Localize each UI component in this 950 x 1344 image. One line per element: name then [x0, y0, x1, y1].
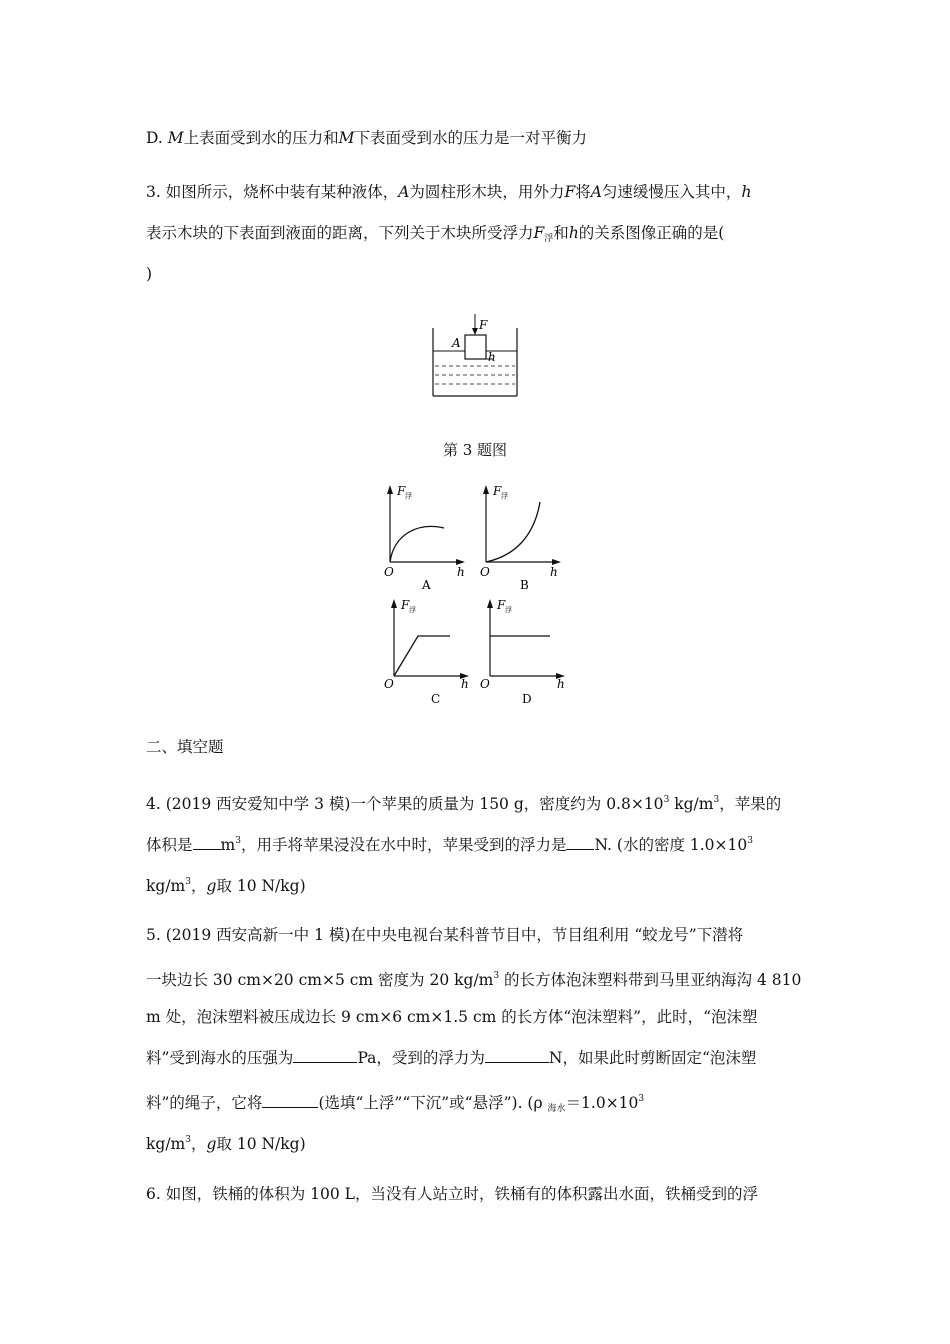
y-axis-sub: 浮 [405, 492, 412, 500]
section-heading: 二、填空题 [146, 738, 224, 756]
x-axis-label: h [457, 565, 465, 579]
option-letter: B [520, 578, 529, 592]
answer-blank[interactable] [262, 1093, 318, 1108]
force-arrow-head [472, 328, 478, 335]
h-label: h [488, 350, 496, 364]
option-letter: A [422, 578, 431, 592]
y-axis-sub: 浮 [409, 606, 416, 614]
q6-line-1: 6. 如图，铁桶的体积为 100 L，当没有人站立时，铁桶有的体积露出水面，铁桶受到的浮 [146, 1185, 758, 1203]
y-axis-label: F [493, 484, 502, 498]
y-axis-arrow [487, 599, 493, 608]
curve-increasing [486, 502, 540, 562]
q5-line-3: m 处，泡沫塑料被压成边长 9 cm×6 cm×1.5 cm 的长方体“泡沫塑料”，此时，“泡沫塑 [146, 1008, 758, 1026]
y-axis-label: F [397, 484, 406, 498]
y-axis-arrow [387, 485, 393, 494]
y-axis-label: F [497, 598, 506, 612]
option-letter: C [431, 692, 441, 706]
force-label: F [479, 318, 488, 332]
origin-label: O [384, 565, 394, 579]
graph-c [382, 594, 477, 706]
origin-label: O [480, 565, 490, 579]
curve-saturating [390, 526, 444, 562]
wooden-block [465, 335, 486, 359]
y-axis-arrow [483, 485, 489, 494]
answer-blank[interactable] [193, 835, 221, 850]
answer-blank[interactable] [293, 1048, 357, 1063]
q4-line-1: 4. (2019 西安爱知中学 3 模)一个苹果的质量为 150 g，密度约为 $0.8\times 10^3$ $kg/m^3$，苹果的 [146, 795, 782, 813]
graph-b [474, 482, 569, 592]
q2-option-d: D. M上表面受到水的压力和M下表面受到水的压力是一对平衡力 [146, 129, 588, 147]
origin-label: O [384, 677, 394, 691]
q4-line-3: $kg/m^3$，g取 10 N/kg) [146, 877, 306, 895]
block-label: A [452, 336, 461, 350]
y-axis-label: F [401, 598, 410, 612]
option-letter: D [522, 692, 532, 706]
y-axis-arrow [391, 599, 397, 608]
q5-line-4: 料”受到海水的压强为 Pa，受到的浮力为 N，如果此时剪断固定“泡沫塑 [146, 1049, 757, 1067]
x-axis-label: h [461, 677, 469, 691]
y-axis-sub: 浮 [501, 492, 508, 500]
q3-line-1: 3. 如图所示，烧杯中装有某种液体，A为圆柱形木块，用外力F将A匀速缓慢压入其中，h [146, 183, 752, 201]
y-axis-sub: 浮 [505, 606, 512, 614]
q5-line-6: $kg/m^3$，g取 10 N/kg) [146, 1135, 306, 1153]
answer-blank[interactable] [566, 835, 594, 850]
graph-a [378, 482, 473, 592]
graph-d [478, 594, 573, 706]
x-axis-label: h [557, 677, 565, 691]
q4-line-2: 体积是 $m^3$，用手将苹果浸没在水中时，苹果受到的浮力是 N. (水的密度 $1.0\times 10^3$ [146, 836, 753, 854]
origin-label: O [480, 677, 490, 691]
figure-caption: 第 3 题图 [442, 441, 508, 459]
beaker-figure [425, 312, 525, 402]
q5-line-1: 5. (2019 西安高新一中 1 模)在中央电视台某科普节目中，节目组利用 “蛟龙号”下潜将 [146, 926, 744, 944]
curve-rise-then-flat [394, 636, 450, 676]
q3-line-3: ) [146, 265, 153, 283]
q3-line-2: 表示木块的下表面到液面的距离，下列关于木块所受浮力$F_浮$和h的关系图像正确的是( [146, 224, 725, 244]
q5-line-2: 一块边长 30 cm×20 cm×5 cm 密度为 20 $kg/m^3$ 的长方体泡沫塑料带到马里亚纳海沟 4 810 [146, 971, 802, 989]
q5-line-5: 料”的绳子，它将 (选填“上浮”“下沉”或“悬浮”). (ρ $_{海水}=1.0\times 10^3$ [146, 1094, 645, 1114]
answer-blank[interactable] [485, 1048, 549, 1063]
x-axis-label: h [550, 565, 558, 579]
